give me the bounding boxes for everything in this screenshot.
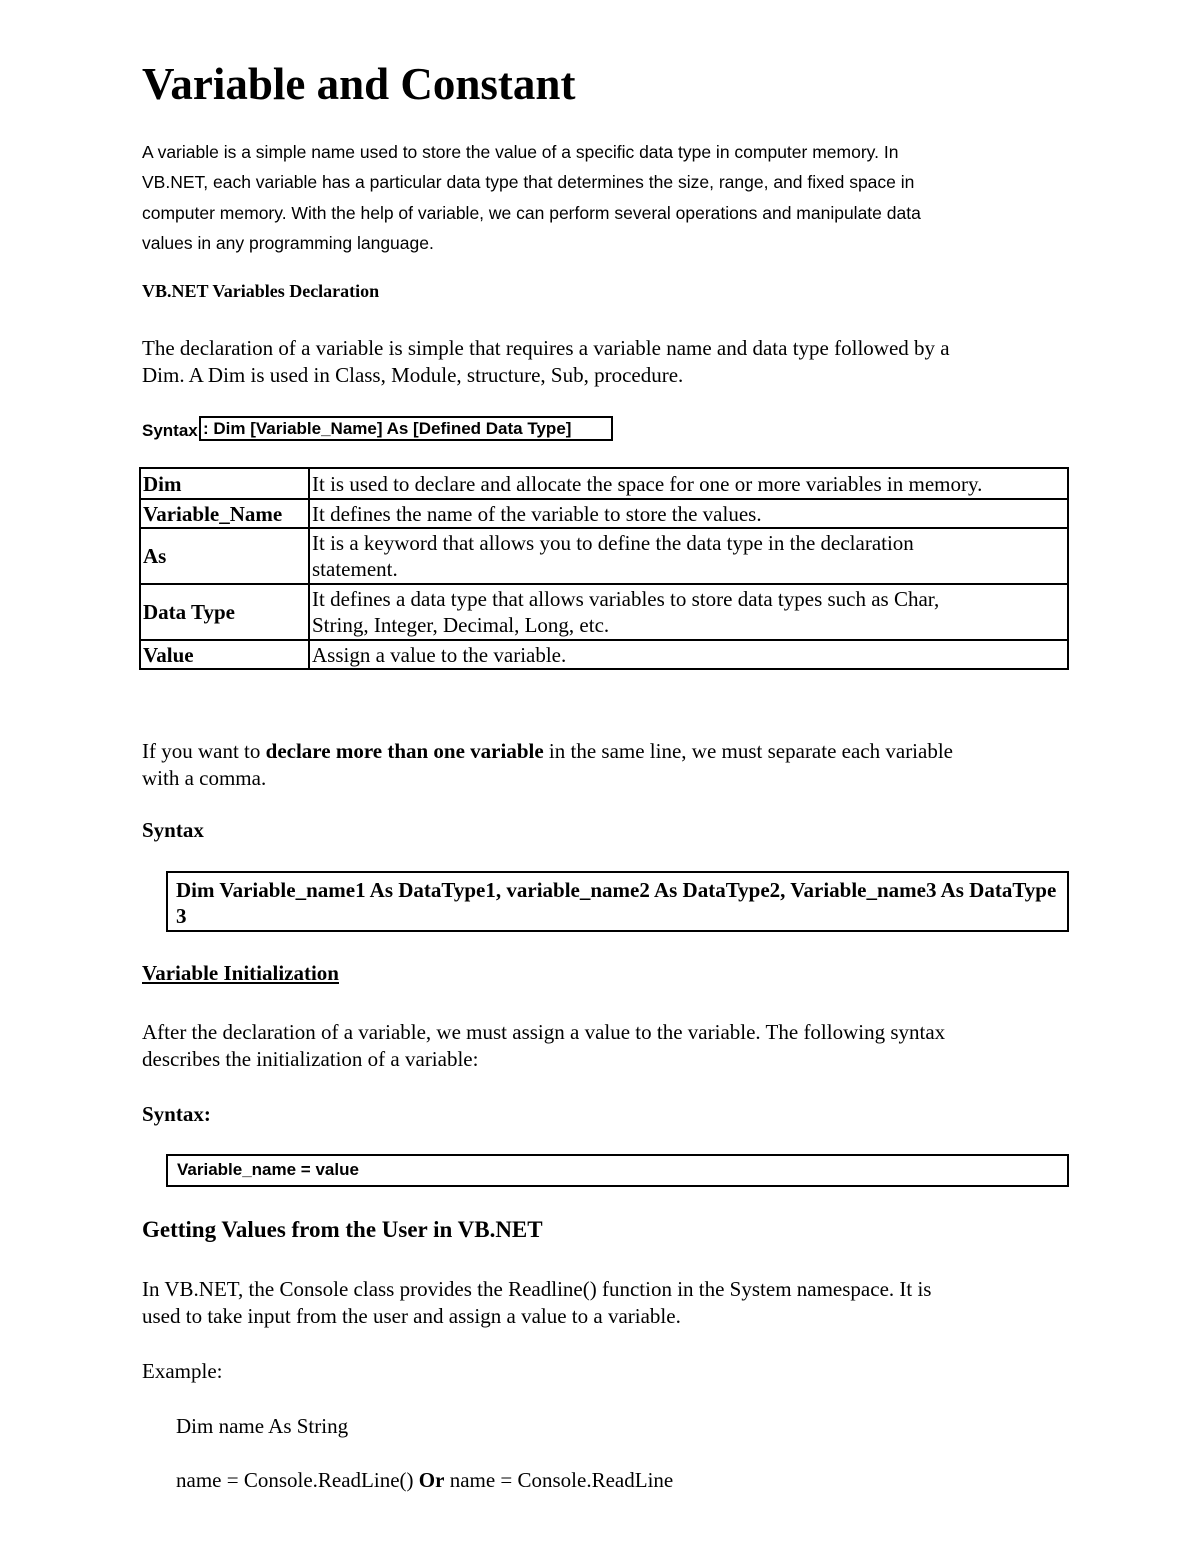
code-line: Dim name As String xyxy=(176,1414,349,1438)
syntax-label: Syntax xyxy=(142,818,204,842)
code-run: name = Console.ReadLine xyxy=(444,1468,674,1492)
syntax-label: Syntax: xyxy=(142,1102,211,1126)
getting-values-line: used to take input from the user and assign a value to a variable. xyxy=(142,1304,681,1328)
multi-line xyxy=(142,738,953,765)
keyword-table xyxy=(139,467,1069,670)
table-row xyxy=(140,468,1068,499)
code-line xyxy=(176,1467,673,1494)
syntax-code-box: : Dim [Variable_Name] As [Defined Data Type] xyxy=(199,416,613,441)
multi-line: with a comma. xyxy=(142,766,267,790)
getting-values-line: In VB.NET, the Console class provides the Readline() function in the System namespace. It is xyxy=(142,1277,932,1301)
intro-line: VB.NET, each variable has a particular data type that determines the size, range, and fixed space in xyxy=(142,172,915,193)
code-run: name = Console.ReadLine() xyxy=(176,1468,419,1492)
description-cell: Assign a value to the variable. xyxy=(309,640,1068,669)
syntax-label: Syntax xyxy=(142,421,198,440)
table-row xyxy=(140,640,1068,669)
description-line: statement. xyxy=(312,557,398,581)
description-cell xyxy=(309,528,1068,584)
intro-line: A variable is a simple name used to store the value of a specific data type in computer memory. In xyxy=(142,142,899,162)
table-row xyxy=(140,528,1068,584)
description-line: It is a keyword that allows you to define the data type in the declaration xyxy=(312,531,914,555)
bold-phrase: declare more than one variable xyxy=(265,739,544,763)
page-title: Variable and Constant xyxy=(142,59,576,109)
keyword-cell: Variable_Name xyxy=(140,499,309,528)
text-run: in the same line, we must separate each variable xyxy=(543,739,953,763)
multi-variable-paragraph xyxy=(142,738,953,792)
declaration-paragraph xyxy=(142,335,950,389)
initialization-line: After the declaration of a variable, we must assign a value to the variable. The following syntax xyxy=(142,1020,946,1044)
description-line: It defines a data type that allows variables to store data types such as Char, xyxy=(312,587,940,611)
description-line: String, Integer, Decimal, Long, etc. xyxy=(312,613,610,637)
or-keyword: Or xyxy=(418,1468,445,1492)
text-run: If you want to xyxy=(142,739,266,763)
intro-line: computer memory. With the help of variable, we can perform several operations and manipulate data xyxy=(142,202,921,223)
declaration-line: The declaration of a variable is simple that requires a variable name and data type followed by a xyxy=(142,336,950,360)
table-row xyxy=(140,584,1068,640)
initialization-line: describes the initialization of a variable: xyxy=(142,1047,479,1071)
intro-line: values in any programming language. xyxy=(142,232,434,253)
declaration-line: Dim. A Dim is used in Class, Module, structure, Sub, procedure. xyxy=(142,363,684,387)
example-label: Example: xyxy=(142,1359,223,1383)
keyword-cell: Data Type xyxy=(140,584,309,640)
syntax-code-box: Variable_name = value xyxy=(166,1154,1069,1187)
syntax-code-box: Dim Variable_name1 As DataType1, variable_name2 As DataType2, Variable_name3 As DataType3 xyxy=(166,871,1069,932)
keyword-cell: As xyxy=(140,528,309,584)
getting-values-heading: Getting Values from the User in VB.NET xyxy=(142,1217,543,1242)
intro-paragraph xyxy=(142,137,1057,258)
description-cell: It defines the name of the variable to store the values. xyxy=(309,499,1068,528)
initialization-heading: Variable Initialization xyxy=(142,961,339,985)
keyword-cell: Value xyxy=(140,640,309,669)
table-row xyxy=(140,499,1068,528)
declaration-heading: VB.NET Variables Declaration xyxy=(142,281,380,301)
initialization-paragraph xyxy=(142,1019,945,1073)
getting-values-paragraph xyxy=(142,1276,931,1330)
keyword-cell: Dim xyxy=(140,468,309,499)
description-cell: It is used to declare and allocate the space for one or more variables in memory. xyxy=(309,468,1068,499)
description-cell xyxy=(309,584,1068,640)
